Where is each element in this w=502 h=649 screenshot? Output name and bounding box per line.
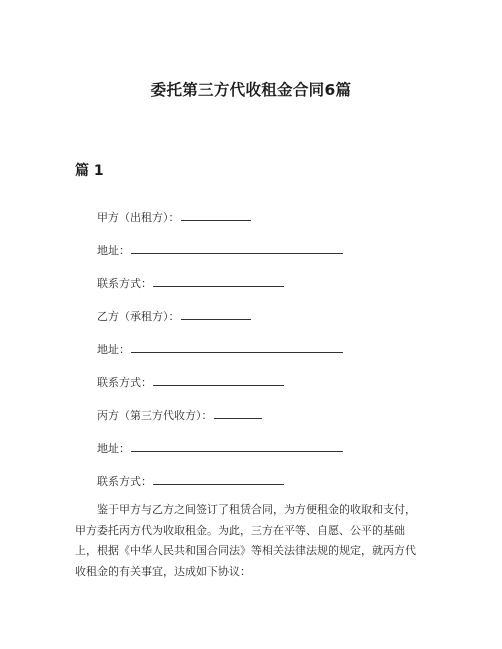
paragraph-line: 收租金的有关事宜，达成如下协议： (75, 564, 251, 578)
party-b-contact-label: 联系方式： (97, 376, 152, 389)
paragraph-line: 鉴于甲方与乙方之间签订了租赁合同，为方便租金的收取和支付， (97, 503, 416, 516)
party-a-contact-blank (153, 274, 284, 287)
party-c-contact-blank (153, 472, 284, 485)
party-b-address-field (97, 340, 343, 358)
party-b-address-blank (131, 340, 343, 353)
preamble-paragraph (75, 500, 435, 582)
party-b-label: 乙方（承租方）： (97, 310, 180, 323)
party-a-field (97, 208, 251, 226)
party-b-contact-field (97, 373, 284, 391)
party-c-address-label: 地址： (97, 442, 130, 455)
paragraph-line: 上，根据《中华人民共和国合同法》等相关法律法规的规定，就丙方代 (75, 544, 416, 557)
party-c-label: 丙方（第三方代收方）： (97, 409, 213, 422)
party-b-address-label: 地址： (97, 343, 130, 356)
party-c-contact-field (97, 472, 284, 490)
party-a-label: 甲方（出租方）： (97, 211, 180, 224)
document-title: 委托第三方代收租金合同6篇 (150, 81, 352, 99)
party-a-blank (181, 208, 251, 221)
party-a-address-field (97, 241, 343, 259)
party-c-address-field (97, 439, 343, 457)
section-heading: 篇 1 (75, 163, 104, 179)
paragraph-line: 甲方委托丙方代为收取租金。为此，三方在平等、自愿、公平的基础 (75, 523, 405, 537)
party-a-contact-label: 联系方式： (97, 277, 152, 290)
party-c-blank (214, 406, 262, 419)
party-b-contact-blank (153, 373, 284, 386)
party-b-field (97, 307, 251, 325)
party-a-contact-field (97, 274, 284, 292)
party-a-address-blank (131, 241, 343, 254)
party-b-blank (181, 307, 251, 320)
party-a-address-label: 地址： (97, 244, 130, 257)
party-c-contact-label: 联系方式： (97, 475, 152, 488)
party-c-address-blank (131, 439, 343, 452)
party-c-field (97, 406, 262, 424)
